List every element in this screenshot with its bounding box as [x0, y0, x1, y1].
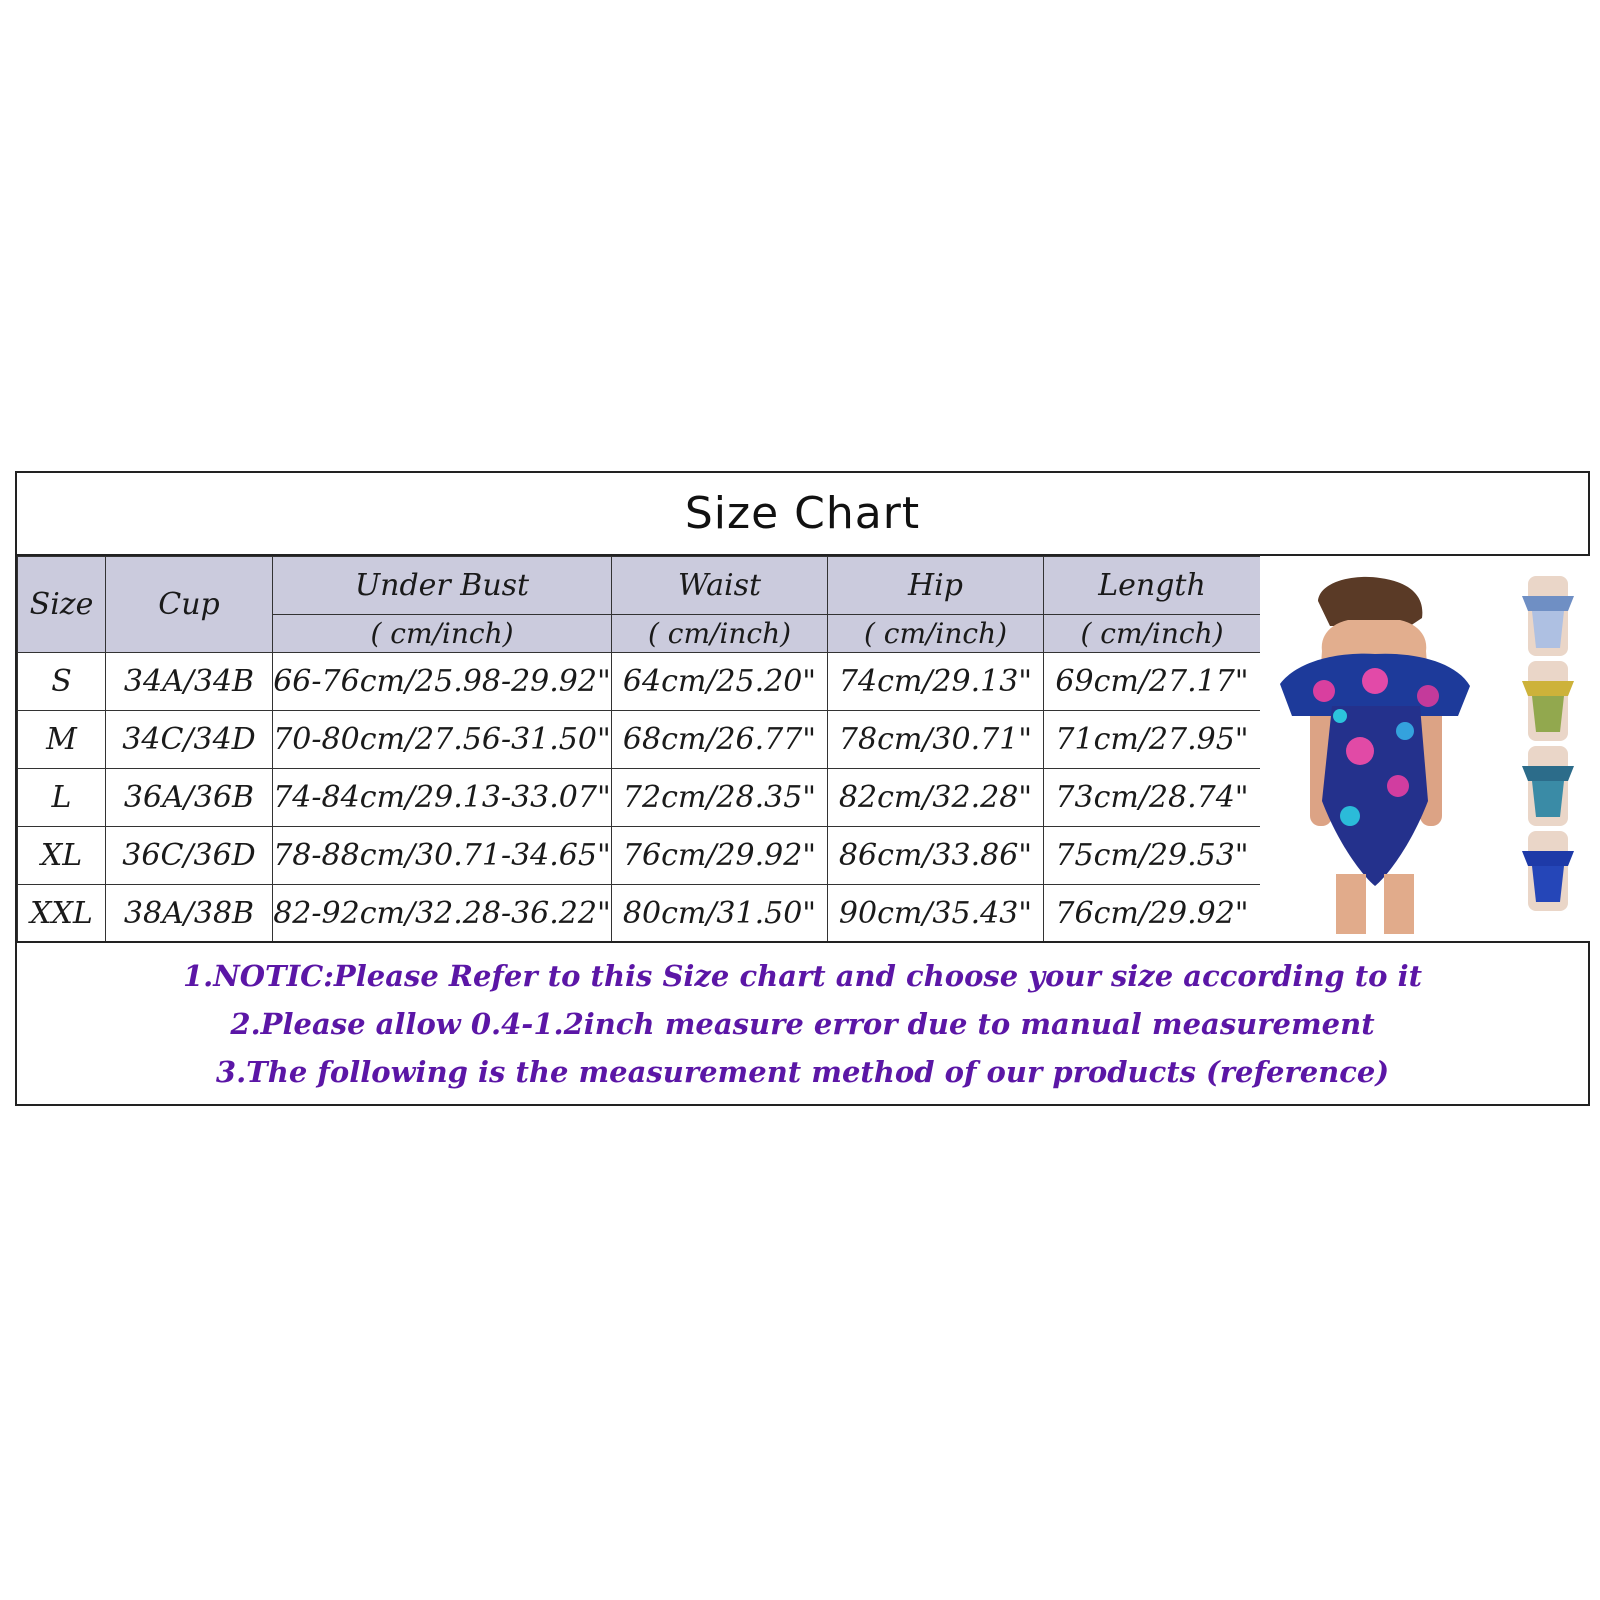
cell-size: S: [18, 653, 106, 711]
cell-waist: 68cm/26.77": [612, 711, 828, 769]
cell-under-bust: 70-80cm/27.56-31.50": [273, 711, 612, 769]
cell-size: XL: [18, 827, 106, 885]
cell-size: XXL: [18, 885, 106, 943]
unit-length: ( cm/inch): [1044, 615, 1261, 653]
size-chart-card: [15, 471, 1590, 1106]
notes-section: [17, 941, 1588, 1104]
cell-cup: 34A/34B: [106, 653, 273, 711]
cell-length: 73cm/28.74": [1044, 769, 1261, 827]
chart-title: Size Chart: [17, 473, 1588, 556]
cell-size: M: [18, 711, 106, 769]
cell-cup: 34C/34D: [106, 711, 273, 769]
cell-size: L: [18, 769, 106, 827]
cell-under-bust: 78-88cm/30.71-34.65": [273, 827, 612, 885]
cell-cup: 38A/38B: [106, 885, 273, 943]
cell-hip: 82cm/32.28": [828, 769, 1044, 827]
note-2: 2.Please allow 0.4-1.2inch measure error due to manual measurement: [230, 1006, 1375, 1041]
cell-waist: 72cm/28.35": [612, 769, 828, 827]
table-row: [18, 769, 1261, 827]
cell-hip: 74cm/29.13": [828, 653, 1044, 711]
header-under-bust: Under Bust: [273, 557, 612, 615]
cell-waist: 76cm/29.92": [612, 827, 828, 885]
cell-length: 71cm/27.95": [1044, 711, 1261, 769]
product-photo-area: [1260, 556, 1590, 941]
cell-cup: 36A/36B: [106, 769, 273, 827]
cell-cup: 36C/36D: [106, 827, 273, 885]
header-cup: Cup: [106, 557, 273, 653]
table-row: [18, 885, 1261, 943]
size-table: [17, 556, 1261, 943]
cell-under-bust: 66-76cm/25.98-29.92": [273, 653, 612, 711]
note-1: 1.NOTIC:Please Refer to this Size chart and choose your size according to it: [182, 958, 1423, 993]
header-size: Size: [18, 557, 106, 653]
header-hip: Hip: [828, 557, 1044, 615]
unit-hip: ( cm/inch): [828, 615, 1044, 653]
unit-waist: ( cm/inch): [612, 615, 828, 653]
cell-length: 75cm/29.53": [1044, 827, 1261, 885]
cell-under-bust: 82-92cm/32.28-36.22": [273, 885, 612, 943]
cell-waist: 80cm/31.50": [612, 885, 828, 943]
cell-length: 76cm/29.92": [1044, 885, 1261, 943]
cell-hip: 78cm/30.71": [828, 711, 1044, 769]
thumbnail-blue-floral: [1522, 576, 1574, 656]
table-row: [18, 827, 1261, 885]
header-waist: Waist: [612, 557, 828, 615]
thumbnail-yellow-floral: [1522, 661, 1574, 741]
thumbnail-navy-floral: [1522, 831, 1574, 911]
cell-hip: 86cm/33.86": [828, 827, 1044, 885]
cell-waist: 64cm/25.20": [612, 653, 828, 711]
unit-under-bust: ( cm/inch): [273, 615, 612, 653]
header-length: Length: [1044, 557, 1261, 615]
cell-under-bust: 74-84cm/29.13-33.07": [273, 769, 612, 827]
note-3: 3.The following is the measurement method of our products (reference): [215, 1054, 1390, 1089]
table-row: [18, 653, 1261, 711]
cell-length: 69cm/27.17": [1044, 653, 1261, 711]
main-model-image: [1280, 577, 1470, 934]
thumbnail-teal-floral: [1522, 746, 1574, 826]
product-photo: [1260, 556, 1590, 941]
cell-hip: 90cm/35.43": [828, 885, 1044, 943]
table-row: [18, 711, 1261, 769]
